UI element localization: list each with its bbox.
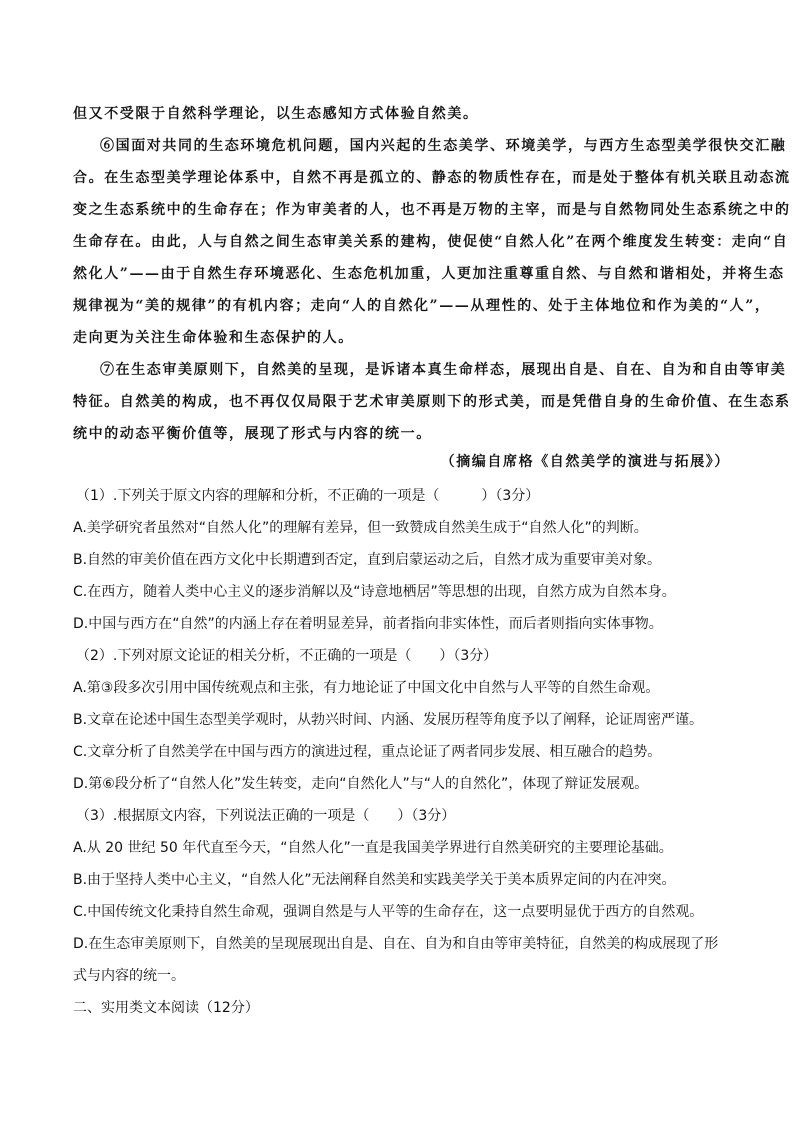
passage-line: 生命存在。由此，人与自然之间生态审美关系的建构，使促使“自然人化”在两个维度发生转变：走向“自 [73,234,789,250]
question-1-option-b: B.自然的审美价值在西方文化中长期遭到否定，直到启蒙运动之后，自然才成为重要审美对象。 [73,552,662,568]
passage-source: （摘编自席格《自然美学的演进与拓展》） [440,454,730,470]
question-2-option-b: B.文章在论述中国生态型美学观时，从勃兴时间、内涵、发展历程等角度予以了阐释，论证周密严谨。 [73,712,704,728]
question-1-stem: （1）.下列关于原文内容的理解和分析，不正确的一项是（ ）（3分） [76,488,540,504]
question-3-option-c: C.中国传统文化秉持自然生命观，强调自然是与人平等的生命存在，这一点要明显优于西方的自然观。 [73,904,704,920]
question-1-option-c: C.在西方，随着人类中心主义的逐步消解以及“诗意地栖居”等思想的出现，自然方成为自然本身。 [73,584,676,600]
section-2-heading: 二、实用类文本阅读（12分） [73,1000,259,1016]
question-1-option-d: D.中国与西方在“自然”的内涵上存在着明显差异，前者指向非实体性，而后者则指向实体事物。 [73,616,663,632]
question-3-option-a: A.从 20 世纪 50 年代直至今天，“自然人化”一直是我国美学界进行自然美研究的主要理论基础。 [73,840,673,856]
passage-line: 合。在生态型美学理论体系中，自然不再是孤立的、静态的物质性存在，而是处于整体有机关联且动态流 [73,170,791,186]
passage-line: 但又不受限于自然科学理论，以生态感知方式体验自然美。 [73,106,479,122]
question-3-option-d-continued: 式与内容的统一。 [73,968,185,984]
passage-line: 统中的动态平衡价值等，展现了形式与内容的统一。 [73,426,432,442]
question-3-stem: （3）.根据原文内容，下列说法正确的一项是（ ）（3分） [76,808,456,824]
question-2-stem: （2）.下列对原文论证的相关分析，不正确的一项是（ ）（3分） [76,648,498,664]
question-1-option-a: A.美学研究者虽然对“自然人化”的理解有差异，但一致赞成自然美生成于“自然人化”的判断。 [73,520,648,536]
question-3-option-b: B.由于坚持人类中心主义，“自然人化”无法阐释自然美和实践美学关于美本质界定间的内在冲突。 [73,872,676,888]
passage-line: 规律视为“美的规律”的有机内容；走向“人的自然化”——从理性的、处于主体地位和作为美的“人”， [73,298,771,314]
passage-line: 走向更为关注生命体验和生态保护的人。 [73,330,354,346]
question-3-option-d: D.在生态审美原则下，自然美的呈现展现出自是、自在、自为和自由等审美特征，自然美的构成展现了形 [73,936,719,952]
question-2-option-c: C.文章分析了自然美学在中国与西方的演进过程，重点论证了两者同步发展、相互融合的趋势。 [73,744,662,760]
passage-line: 变之生态系统中的生命存在；作为审美者的人，也不再是万物的主宰，而是与自然物同处生态系统之中的 [73,202,791,218]
passage-line: 特征。自然美的构成，也不再仅仅局限于艺术审美原则下的形式美，而是凭借自身的生命价值、在生态系 [73,394,791,410]
question-2-option-d: D.第⑥段分析了“自然人化”发生转变，走向“自然化人”与“人的自然化”，体现了辩证发展观。 [73,776,649,792]
passage-paragraph-6-start: ⑥国面对共同的生态环境危机问题，国内兴起的生态美学、环境美学，与西方生态型美学很快交汇融 [100,138,787,154]
passage-paragraph-7-start: ⑦在生态审美原则下，自然美的呈现，是诉诸本真生命样态，展现出自是、自在、自为和自由等审美 [100,362,787,378]
passage-line: 然化人”——由于自然生存环境恶化、生态危机加重，人更加注重尊重自然、与自然和谐相处，并将生态 [73,266,785,282]
question-2-option-a: A.第③段多次引用中国传统观点和主张，有力地论证了中国文化中自然与人平等的自然生命观。 [73,680,660,696]
